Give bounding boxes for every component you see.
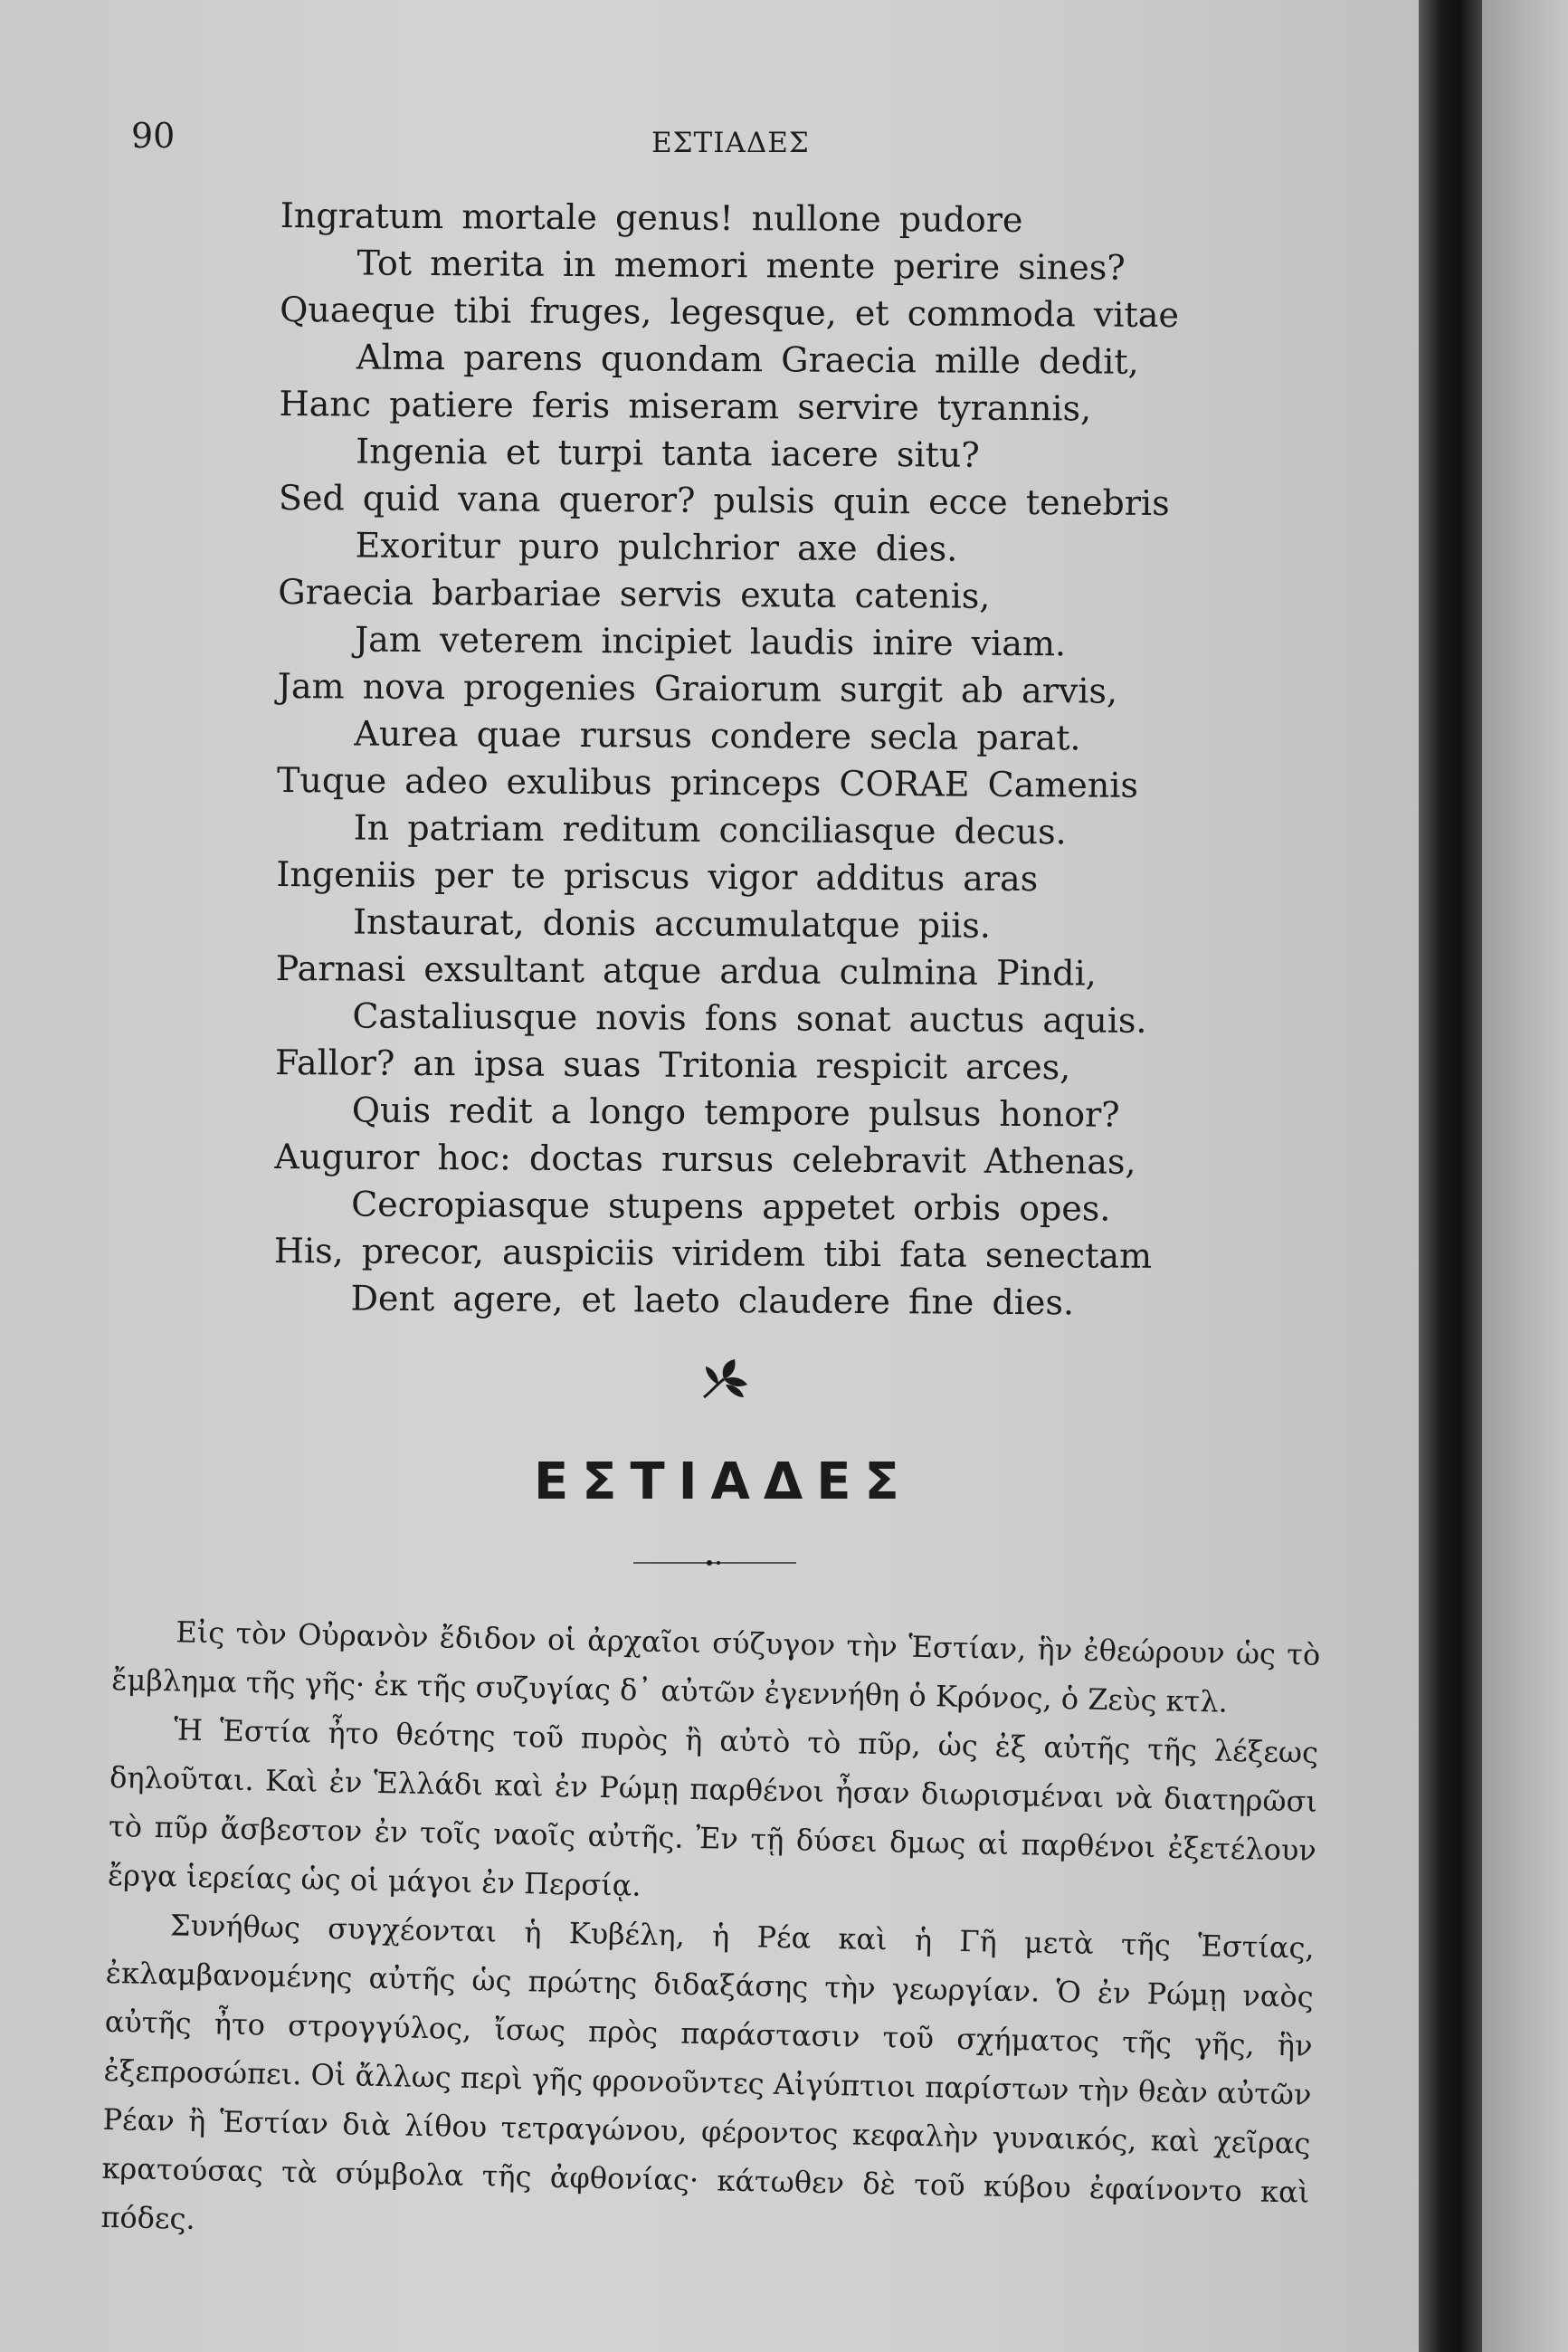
book-binding bbox=[1419, 0, 1482, 2352]
poem-line: Sed quid vana queror? pulsis quin ecce tenebris bbox=[278, 477, 1170, 524]
poem-line: Fallor? an ipsa suas Tritonia respicit arces, bbox=[274, 1042, 1071, 1088]
greek-prose bbox=[100, 1606, 1321, 2266]
leaf-ornament-icon bbox=[698, 1357, 749, 1403]
poem-line: Ingenia et turpi tanta iacere situ? bbox=[356, 431, 980, 475]
paragraph: Συνήθως συγχέονται ἡ Κυβέλη, ἡ Ρέα καὶ ἡ Γῆ μετὰ τῆς Ἑστίας, ἐκλαμβανομένης αὐτῆς ὡς πρώτης διδαξάσης τὴν γεωργίαν. Ὁ ἐν Ρώμῃ ναὸς αὐτῆς ἦτο στρογγύλος, ἴσως πρὸς παράστασιν τοῦ σχήματος τῆς γῆς, ἣν ἐξεπροσώπει. Οἱ ἄλλως περὶ γῆς φρονοῦντες Αἰγύπτιοι παρίστων τὴν θεὰν αὐτῶν Ρέαν ἢ Ἑστίαν διὰ λίθου τετραγώνου, φέροντος κεφαλὴν γυναικός, καὶ χεῖρας κρατούσας τὰ σύμβολα τῆς ἀφθονίας· κάτωθεν δὲ τοῦ κύβου ἐφαίνοντο καὶ πόδες. bbox=[100, 1908, 1316, 2236]
section-title: ΕΣΤΙΑΔΕΣ bbox=[534, 1452, 913, 1511]
poem-line: Tot merita in memori mente perire sines? bbox=[356, 243, 1126, 288]
poem-line: Auguror hoc: doctas rursus celebravit Athenas, bbox=[274, 1136, 1136, 1182]
latin-poem bbox=[273, 192, 1203, 1327]
poem-line: Jam nova progenies Graiorum surgit ab arvis, bbox=[277, 665, 1118, 711]
poem-line: Cecropiasque stupens appetet orbis opes. bbox=[351, 1184, 1111, 1229]
poem-line: Castaliusque novis fons sonat auctus aquis. bbox=[352, 995, 1147, 1041]
poem-line: Aurea quae rursus condere secla parat. bbox=[354, 713, 1081, 758]
poem-line: Quaeque tibi fruges, legesque, et commoda vitae bbox=[280, 289, 1180, 336]
paragraph: Εἰς τὸν Οὐρανὸν ἔδιδον οἱ ἀρχαῖοι σύζυγον τὴν Ἑστίαν, ἣν ἐθεώρουν ὡς τὸ ἔμβλημα τῆς γῆς· ἐκ τῆς συζυγίας δ᾽ αὐτῶν ἐγεννήθη ὁ Κρόνος, ὁ Ζεὺς κτλ. bbox=[110, 1614, 1321, 1719]
poem-line: His, precor, auspiciis viridem tibi fata senectam bbox=[273, 1230, 1153, 1276]
page-number: 90 bbox=[131, 116, 176, 156]
poem-line: Graecia barbariae servis exuta catenis, bbox=[278, 571, 991, 616]
paragraph: Ἡ Ἑστία ἦτο θεότης τοῦ πυρὸς ἢ αὐτὸ τὸ πῦρ, ὡς ἐξ αὐτῆς τῆς λέξεως δηλοῦται. Καὶ ἐν Ἑλλάδι καὶ ἐν Ρώμῃ παρθένοι ἦσαν διωρισμέναι νὰ διατηρῶσι τὸ πῦρ ἄσβεστον ἐν τοῖς ναοῖς αὐτῆς. Ἐν τῇ δύσει δμως αἱ παρθένοι ἐξετέλουν ἔργα ἱερείας ὡς οἱ μάγοι ἐν Περσίᾳ. bbox=[107, 1712, 1319, 1903]
facing-page-edge bbox=[1482, 0, 1568, 2352]
poem-line: Hanc patiere feris miseram servire tyrannis, bbox=[279, 383, 1092, 429]
poem-line: Tuque adeo exulibus princeps CORAE Camenis bbox=[276, 759, 1139, 805]
poem-line: Ingeniis per te priscus vigor additus aras bbox=[276, 853, 1039, 900]
poem-line: Quis redit a longo tempore pulsus honor? bbox=[351, 1090, 1120, 1135]
poem-line: Exoritur puro pulchrior axe dies. bbox=[355, 525, 958, 569]
poem-line: In patriam reditum conciliasque decus. bbox=[353, 807, 1067, 852]
running-head: ΕΣΤΙΑΔΕΣ bbox=[651, 127, 810, 159]
poem-line: Alma parens quondam Graecia mille dedit, bbox=[356, 337, 1139, 382]
poem-line: Jam veterem incipiet laudis inire viam. bbox=[354, 619, 1067, 664]
poem-line: Dent agere, et laeto claudere fine dies. bbox=[350, 1278, 1075, 1323]
poem-line: Parnasi exsultant atque ardua culmina Pindi, bbox=[275, 947, 1097, 994]
poem-line: Ingratum mortale genus! nullone pudore bbox=[280, 195, 1023, 241]
dot-rule-divider bbox=[633, 1558, 796, 1567]
poem-line: Instaurat, donis accumulatque piis. bbox=[352, 901, 992, 946]
